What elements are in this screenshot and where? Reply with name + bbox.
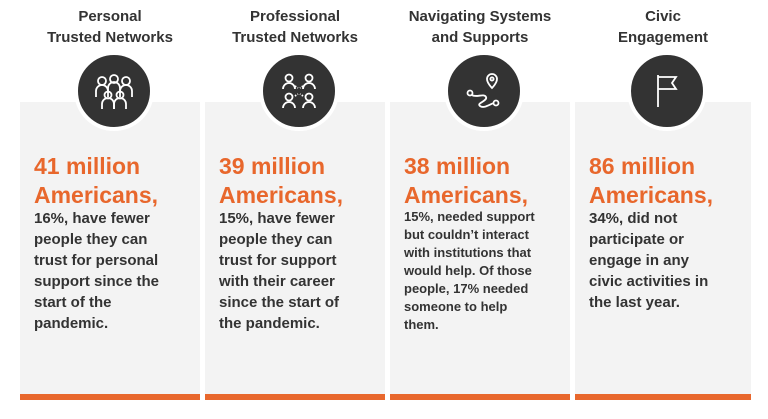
desc-line: trust for support (219, 252, 337, 269)
desc-line: 16%, have fewer (34, 210, 150, 227)
desc-line: pandemic. (34, 315, 109, 332)
column-heading (205, 6, 385, 48)
heading-line: Personal (78, 8, 142, 25)
stat-description (34, 208, 194, 334)
desc-line: with their career (219, 273, 335, 290)
desc-line: people they can (219, 231, 333, 248)
accent-bar (390, 394, 570, 400)
column-heading (575, 6, 751, 48)
desc-line: participate or (589, 231, 685, 248)
desc-line: 34%, did not (589, 210, 678, 227)
desc-line: someone to help (404, 299, 508, 314)
column-heading (390, 6, 570, 48)
heading-line: Professional (249, 8, 341, 25)
stat-line: Americans, (404, 182, 529, 208)
flag-icon (645, 69, 689, 113)
desc-line: would help. Of those (404, 263, 532, 278)
stat-description (404, 208, 564, 334)
desc-line: start of the (34, 294, 112, 311)
icon-badge (627, 51, 707, 131)
desc-line: them. (404, 317, 439, 332)
desc-line: but couldn’t interact (404, 227, 529, 242)
stat-headline (404, 152, 562, 210)
stat-description (219, 208, 379, 334)
group-people-icon (92, 69, 136, 113)
network-people-icon (277, 69, 321, 113)
desc-line: civic activities in (589, 273, 709, 290)
heading-line: Trusted Networks (47, 29, 173, 46)
desc-line: the last year. (589, 294, 680, 311)
desc-line: 15%, needed support (404, 209, 535, 224)
desc-line: support since the (34, 273, 160, 290)
stat-line: Americans, (589, 182, 714, 208)
route-map-icon (462, 69, 506, 113)
icon-badge (444, 51, 524, 131)
heading-line: and Supports (431, 29, 529, 46)
stat-line: Americans, (219, 182, 344, 208)
accent-bar (205, 394, 385, 400)
stat-headline (34, 152, 192, 210)
stat-description (589, 208, 745, 313)
icon-badge (259, 51, 339, 131)
stat-line: Americans, (34, 182, 159, 208)
stat-line: 86 million (589, 153, 696, 179)
desc-line: people, 17% needed (404, 281, 529, 296)
heading-line: Trusted Networks (232, 29, 358, 46)
desc-line: with institutions that (404, 245, 532, 260)
desc-line: people they can (34, 231, 148, 248)
desc-line: the pandemic. (219, 315, 320, 332)
stat-headline (589, 152, 743, 210)
desc-line: 15%, have fewer (219, 210, 335, 227)
desc-line: engage in any (589, 252, 690, 269)
stat-headline (219, 152, 377, 210)
stat-line: 41 million (34, 153, 141, 179)
column-heading (20, 6, 200, 48)
stat-line: 39 million (219, 153, 326, 179)
stat-line: 38 million (404, 153, 511, 179)
desc-line: trust for personal (34, 252, 159, 269)
heading-line: Engagement (617, 29, 708, 46)
heading-line: Navigating Systems (408, 8, 552, 25)
heading-line: Civic (645, 8, 681, 25)
desc-line: since the start of (219, 294, 340, 311)
icon-badge (74, 51, 154, 131)
accent-bar (575, 394, 751, 400)
accent-bar (20, 394, 200, 400)
